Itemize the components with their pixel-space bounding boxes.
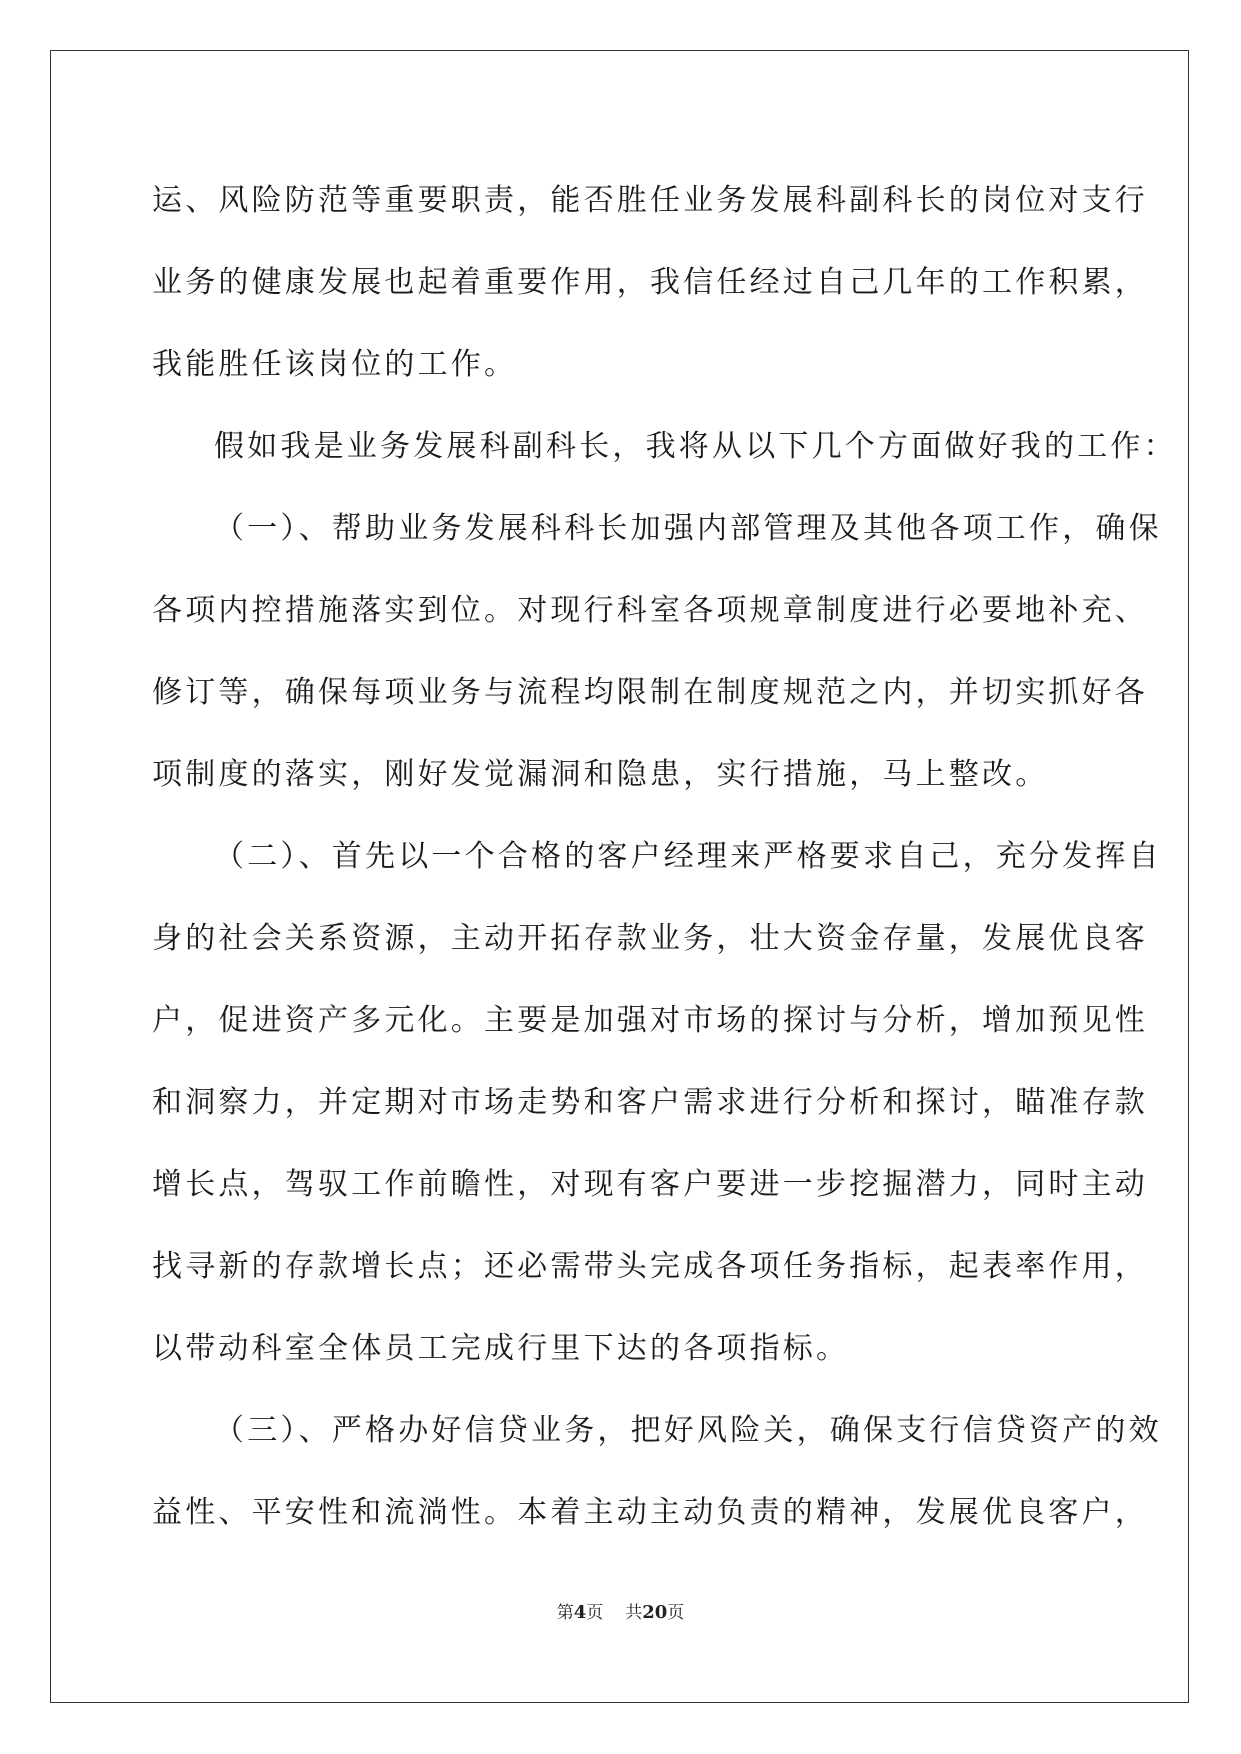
text-line: 修订等，确保每项业务与流程均限制在制度规范之内，并切实抓好各 (152, 675, 1148, 710)
text-line: 运、风险防范等重要职责，能否胜任业务发展科副科长的岗位对支行 (152, 183, 1148, 218)
text-line: 各项内控措施落实到位。对现行科室各项规章制度进行必要地补充、 (152, 593, 1148, 628)
page-footer (0, 1598, 1241, 1623)
text-line: 项制度的落实，刚好发觉漏洞和隐患，实行措施，马上整改。 (152, 757, 1049, 792)
paragraph-start-line: （三）、严格办好信贷业务，把好风险关，确保支行信贷资产的效 (214, 1413, 1162, 1448)
total-page-count: 20 (642, 1602, 668, 1623)
page-label-suffix: 页 (586, 1603, 604, 1623)
text-line: 益性、平安性和流淌性。本着主动主动负责的精神，发展优良客户， (152, 1495, 1148, 1530)
paragraph-start-line: 假如我是业务发展科副科长，我将从以下几个方面做好我的工作： (214, 429, 1177, 464)
text-line: 找寻新的存款增长点；还必需带头完成各项任务指标，起表率作用， (152, 1249, 1148, 1284)
total-label-prefix: 共 (625, 1603, 643, 1623)
text-line: 以带动科室全体员工完成行里下达的各项指标。 (152, 1331, 850, 1366)
text-line: 身的社会关系资源，主动开拓存款业务，壮大资金存量，发展优良客 (152, 921, 1148, 956)
current-page-number: 4 (573, 1602, 587, 1623)
text-line: 我能胜任该岗位的工作。 (152, 347, 518, 382)
paragraph-start-line: （二）、首先以一个合格的客户经理来严格要求自己，充分发挥自 (214, 839, 1162, 874)
text-line: 和洞察力，并定期对市场走势和客户需求进行分析和探讨，瞄准存款 (152, 1085, 1148, 1120)
paragraph-start-line: （一）、帮助业务发展科科长加强内部管理及其他各项工作，确保 (214, 511, 1162, 546)
document-body (152, 160, 1177, 1554)
text-line: 业务的健康发展也起着重要作用，我信任经过自己几年的工作积累， (152, 265, 1148, 300)
text-line: 增长点，驾驭工作前瞻性，对现有客户要进一步挖掘潜力，同时主动 (152, 1167, 1148, 1202)
total-label-suffix: 页 (667, 1603, 685, 1623)
page-label-prefix: 第 (556, 1603, 574, 1623)
text-line: 户，促进资产多元化。主要是加强对市场的探讨与分析，增加预见性 (152, 1003, 1148, 1038)
